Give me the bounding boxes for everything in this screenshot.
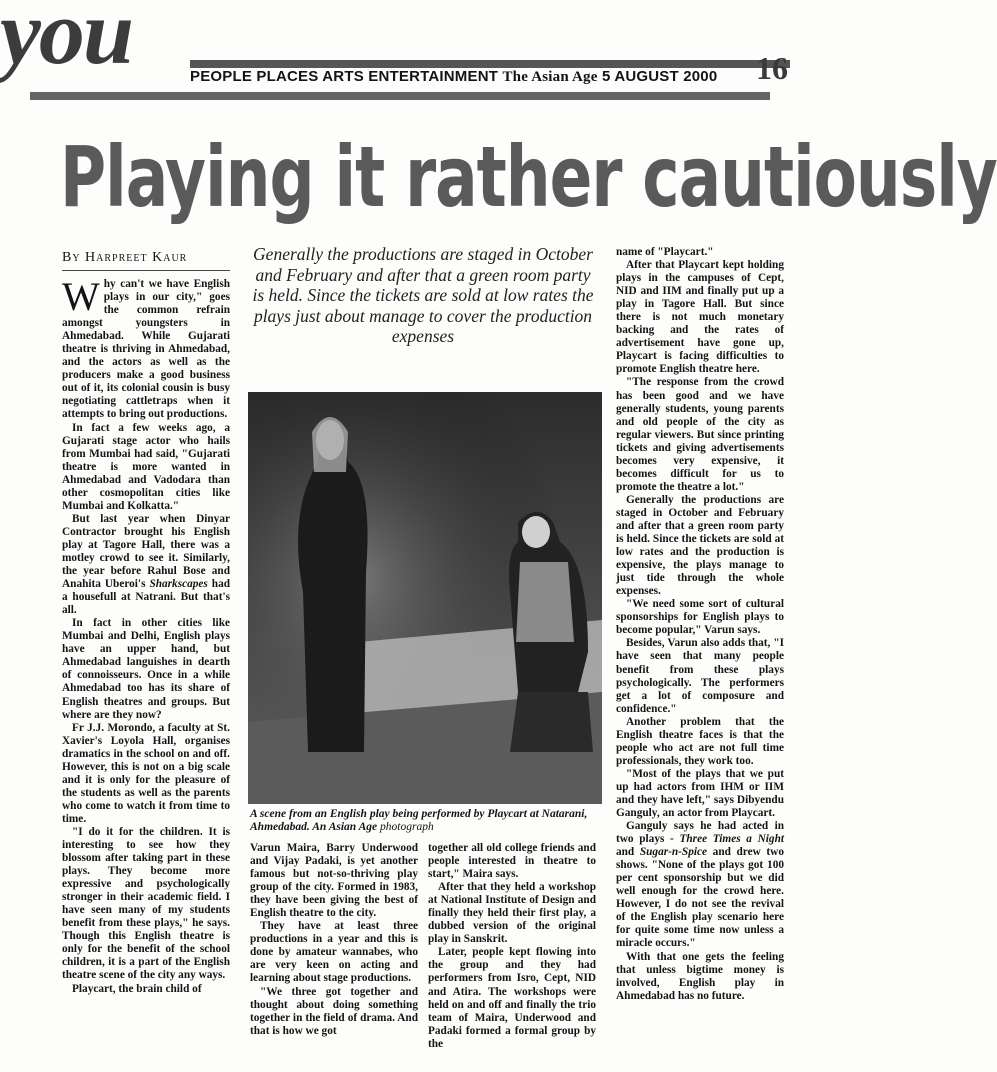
paragraph: With that one gets the feeling that unless bigtime money is involved, English play in Ahmedabad has no future. — [616, 950, 784, 1002]
article-column-right — [616, 246, 784, 1003]
section-masthead: you — [0, 0, 132, 83]
stage-photograph — [248, 392, 602, 804]
caption-credit: photograph — [380, 821, 434, 833]
paragraph: In fact a few weeks ago, a Gujarati stage actor who hails from Mumbai had said, "Gujarati theatre is more wanted in Ahmedabad and Vadodara than other cosmopolitan cities like Mumbai and Kolkatta." — [62, 421, 230, 512]
paragraph: They have at least three productions in a year and this is done by amateur wannabes, who are very keen on acting and learning about stage productions. — [250, 920, 418, 985]
paragraph: "I do it for the children. It is interesting to see how they blossom after taking part in these plays. They become more expressive and psychologically stronger in their academic field. I have seen many of my students benefit from these plays," he says. Though this English theatre is only for the benefit of the school children, it is a part of the English theatre scene of the city any ways. — [62, 825, 230, 982]
paragraph — [616, 820, 784, 950]
paragraph-text: Ganguly says he had acted in two plays - — [616, 820, 784, 846]
header-rule-top — [190, 60, 790, 68]
byline: By Harpreet Kaur — [62, 250, 188, 265]
paragraph: Later, people kept flowing into the group and they had performers from Isro, Cept, NID and Atira. The workshops were held on and off and finally the trio team of Maira, Underwood and Padaki formed a formal group by the — [428, 946, 596, 1050]
paper-name: The Asian Age — [502, 69, 598, 85]
photo-illustration — [248, 392, 602, 804]
header-sections: PEOPLE PLACES ARTS ENTERTAINMENT — [190, 68, 499, 85]
paragraph: hy can't we have English plays in our city," goes the common refrain amongst youngsters in Ahmedabad. While Gujarati theatre is thriving in Ahmedabad, and the actors as well as the producers make a good business out of it, its colonial cousin is busy negotiating cattletraps when it attempts to bring out productions. — [62, 278, 230, 421]
headline: Playing it rather cautiously — [60, 128, 997, 227]
caption-text: A scene from an English play being performed by Playcart at Natarani, Ahmedabad. An Asian Age — [250, 808, 588, 833]
paragraph-text: had a housefull at Natrani. But that's all. — [62, 578, 231, 617]
paragraph: Besides, Varun also adds that, "I have seen that many people benefit from these plays psychologically. The performers get a lot of composure and confidence." — [616, 637, 784, 715]
play-title: Sugar-n-Spice — [639, 846, 708, 859]
paragraph: Playcart, the brain child of — [72, 982, 202, 995]
article-column-middle-a — [250, 842, 418, 1038]
play-title: Sharkscapes — [149, 578, 208, 591]
header-rule-bottom — [30, 92, 770, 100]
paragraph: "Most of the plays that we put up had actors from IHM or IIM and they have left," says Dibyendu Ganguly, an actor from Playcart. — [616, 767, 784, 820]
article-column-left — [62, 274, 231, 996]
paragraph: Generally the productions are staged in October and February and after that a green room party is held. Since the tickets are sold at low rates and the production is expensive, the plays manage to just tide through the whole expenses. — [616, 493, 784, 598]
header-strip — [190, 68, 717, 86]
paragraph: In fact in other cities like Mumbai and Delhi, English plays have an upper hand, but Ahmedabad languishes in dearth of connoisseurs. Once in a while Ahmedabad too has its share of English theatres and groups. But where are they now? — [62, 617, 230, 721]
drop-cap: W — [62, 274, 100, 319]
paragraph: name of "Playcart." — [616, 246, 714, 258]
page-number: 16 — [756, 50, 788, 86]
paragraph: "The response from the crowd has been good and we have generally students, young parents and old people of the city as regular viewers. But since printing tickets and giving advertisements becomes very expensive, it becomes difficult for us to promote the theatre a lot." — [616, 376, 784, 493]
paragraph-text: But last year when Dinyar Contractor brought his English play at Tagore Hall, there was a motley crowd to see it. Similarly, the year before Rahul Bose and Anahita Uberoi's — [62, 512, 230, 591]
paragraph: "We three got together and thought about doing something together in the field of drama. And that is how we got — [250, 985, 418, 1037]
paragraph — [62, 513, 230, 617]
issue-date: 5 AUGUST 2000 — [601, 68, 718, 85]
paragraph: "We need some sort of cultural sponsorships for English plays to become popular," Varun says. — [616, 598, 784, 637]
pull-quote: Generally the productions are staged in October and February and after that a green room party is held. Since the tickets are sold at low rates the plays just about manage to cover the production expenses — [252, 244, 594, 346]
paragraph-text: and — [616, 846, 635, 859]
paragraph: After that Playcart kept holding plays in the campuses of Cept, NID and IIM and finally put up a play in Tagore Hall. But since there is not much monetary backing and the rates of advertisement have gone up, Playcart is facing difficulties to promote English theatre here. — [616, 259, 784, 376]
photo-caption — [250, 808, 600, 834]
paragraph-text: and drew two shows. "None of the plays got 100 per cent sponsorship but we did well enough for the crowd here. However, I do not see the revival of the English play scenario here for quite some time now unless a miracle occurs." — [616, 846, 784, 950]
paragraph: Fr J.J. Morondo, a faculty at St. Xavier's Loyola Hall, organises dramatics in the school on and off. However, this is not on a big scale and it is only for the pleasure of the students as well as the parents who come to watch it from time to time. — [62, 721, 230, 825]
play-title: Three Times a Night — [679, 833, 784, 846]
paragraph: Varun Maira, Barry Underwood and Vijay Padaki, is yet another famous but not-so-thriving play group of the city. Formed in 1983, they have been giving the best of English theatre to the city. — [250, 842, 418, 920]
paragraph: Another problem that the English theatre faces is that the people who act are not full time professionals, they work too. — [616, 715, 784, 767]
byline-rule — [62, 270, 230, 271]
article-column-middle-b — [428, 842, 596, 1051]
paragraph: After that they held a workshop at National Institute of Design and finally they held their first play, a dubbed version of the original play in Sanskrit. — [428, 881, 596, 946]
paragraph: together all old college friends and people interested in theatre to start," Maira says. — [428, 842, 596, 881]
